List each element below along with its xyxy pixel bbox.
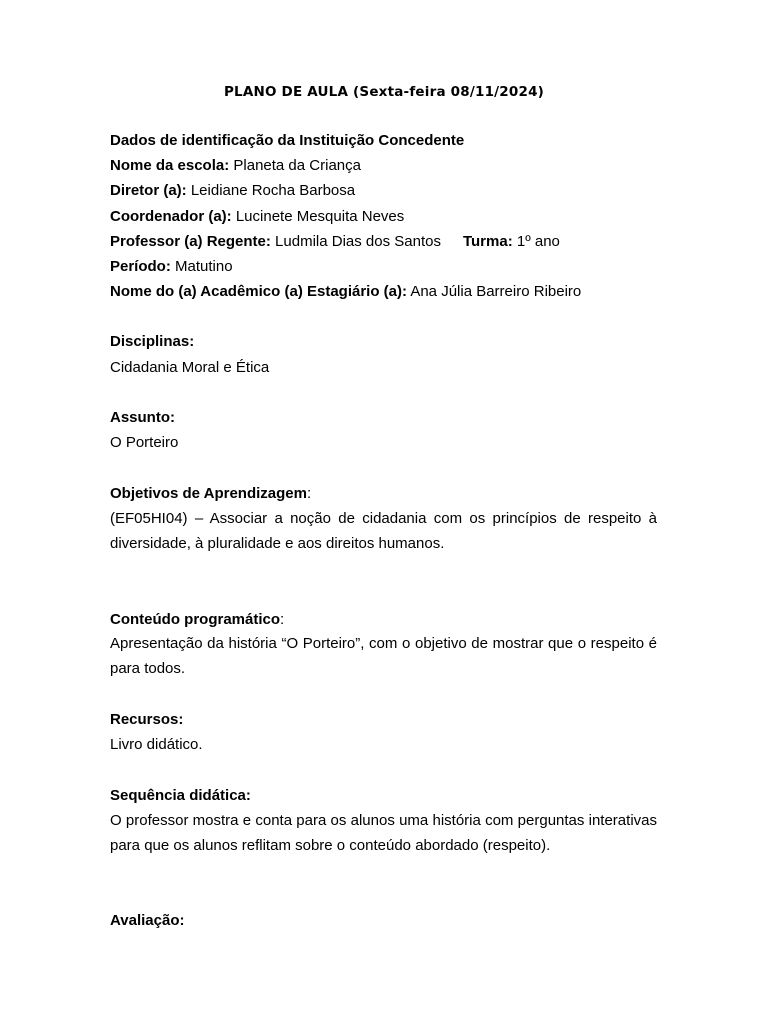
period-label: Período:	[110, 258, 171, 275]
student-line	[110, 282, 581, 302]
school-line	[110, 156, 361, 176]
student-label: Nome do (a) Acadêmico (a) Estagiário (a):	[110, 283, 407, 300]
teacher-label: Professor (a) Regente:	[110, 233, 271, 250]
class-value: 1º ano	[512, 233, 560, 250]
student-value: Ana Júlia Barreiro Ribeiro	[407, 283, 582, 300]
disciplines-label: Disciplinas:	[110, 333, 195, 350]
director-line	[110, 181, 355, 201]
identification-heading: Dados de identificação da Instituição Concedente	[110, 132, 465, 149]
coordinator-line	[110, 207, 404, 227]
period-value: Matutino	[170, 258, 233, 275]
teacher-line	[110, 232, 560, 252]
director-value: Leidiane Rocha Barbosa	[186, 182, 356, 199]
coordinator-label: Coordenador (a):	[110, 208, 232, 225]
coordinator-value: Lucinete Mesquita Neves	[231, 208, 405, 225]
disciplines-value: Cidadania Moral e Ética	[110, 359, 270, 376]
school-label: Nome da escola:	[110, 157, 230, 174]
school-value: Planeta da Criança	[229, 157, 361, 174]
content-heading	[110, 610, 284, 630]
subject-label: Assunto:	[110, 409, 175, 426]
content-text: Apresentação da história “O Porteiro”, com o objetivo de mostrar que o respeito é para todos.	[110, 635, 657, 678]
subject-value: O Porteiro	[110, 434, 179, 451]
teacher-value: Ludmila Dias dos Santos	[270, 233, 441, 250]
objectives-colon: :	[307, 485, 312, 502]
resources-value: Livro didático.	[110, 736, 203, 753]
evaluation-label: Avaliação:	[110, 912, 185, 929]
sequence-text: O professor mostra e conta para os alunos uma história com perguntas interativas para que os alunos reflitam sobre o conteúdo abordado (respeito).	[110, 812, 657, 855]
objectives-text: (EF05HI04) – Associar a noção de cidadania com os princípios de respeito à diversidade, à pluralidade e aos direitos humanos.	[110, 510, 657, 553]
content-label: Conteúdo programático	[110, 611, 281, 628]
director-label: Diretor (a):	[110, 182, 187, 199]
period-line	[110, 257, 233, 277]
objectives-label: Objetivos de Aprendizagem	[110, 485, 307, 502]
content-colon: :	[280, 611, 285, 628]
sequence-label: Sequência didática:	[110, 787, 251, 804]
page-title: PLANO DE AULA (Sexta-feira 08/11/2024)	[223, 84, 545, 100]
class-label: Turma:	[462, 233, 513, 250]
resources-label: Recursos:	[110, 711, 184, 728]
objectives-heading	[110, 484, 311, 504]
